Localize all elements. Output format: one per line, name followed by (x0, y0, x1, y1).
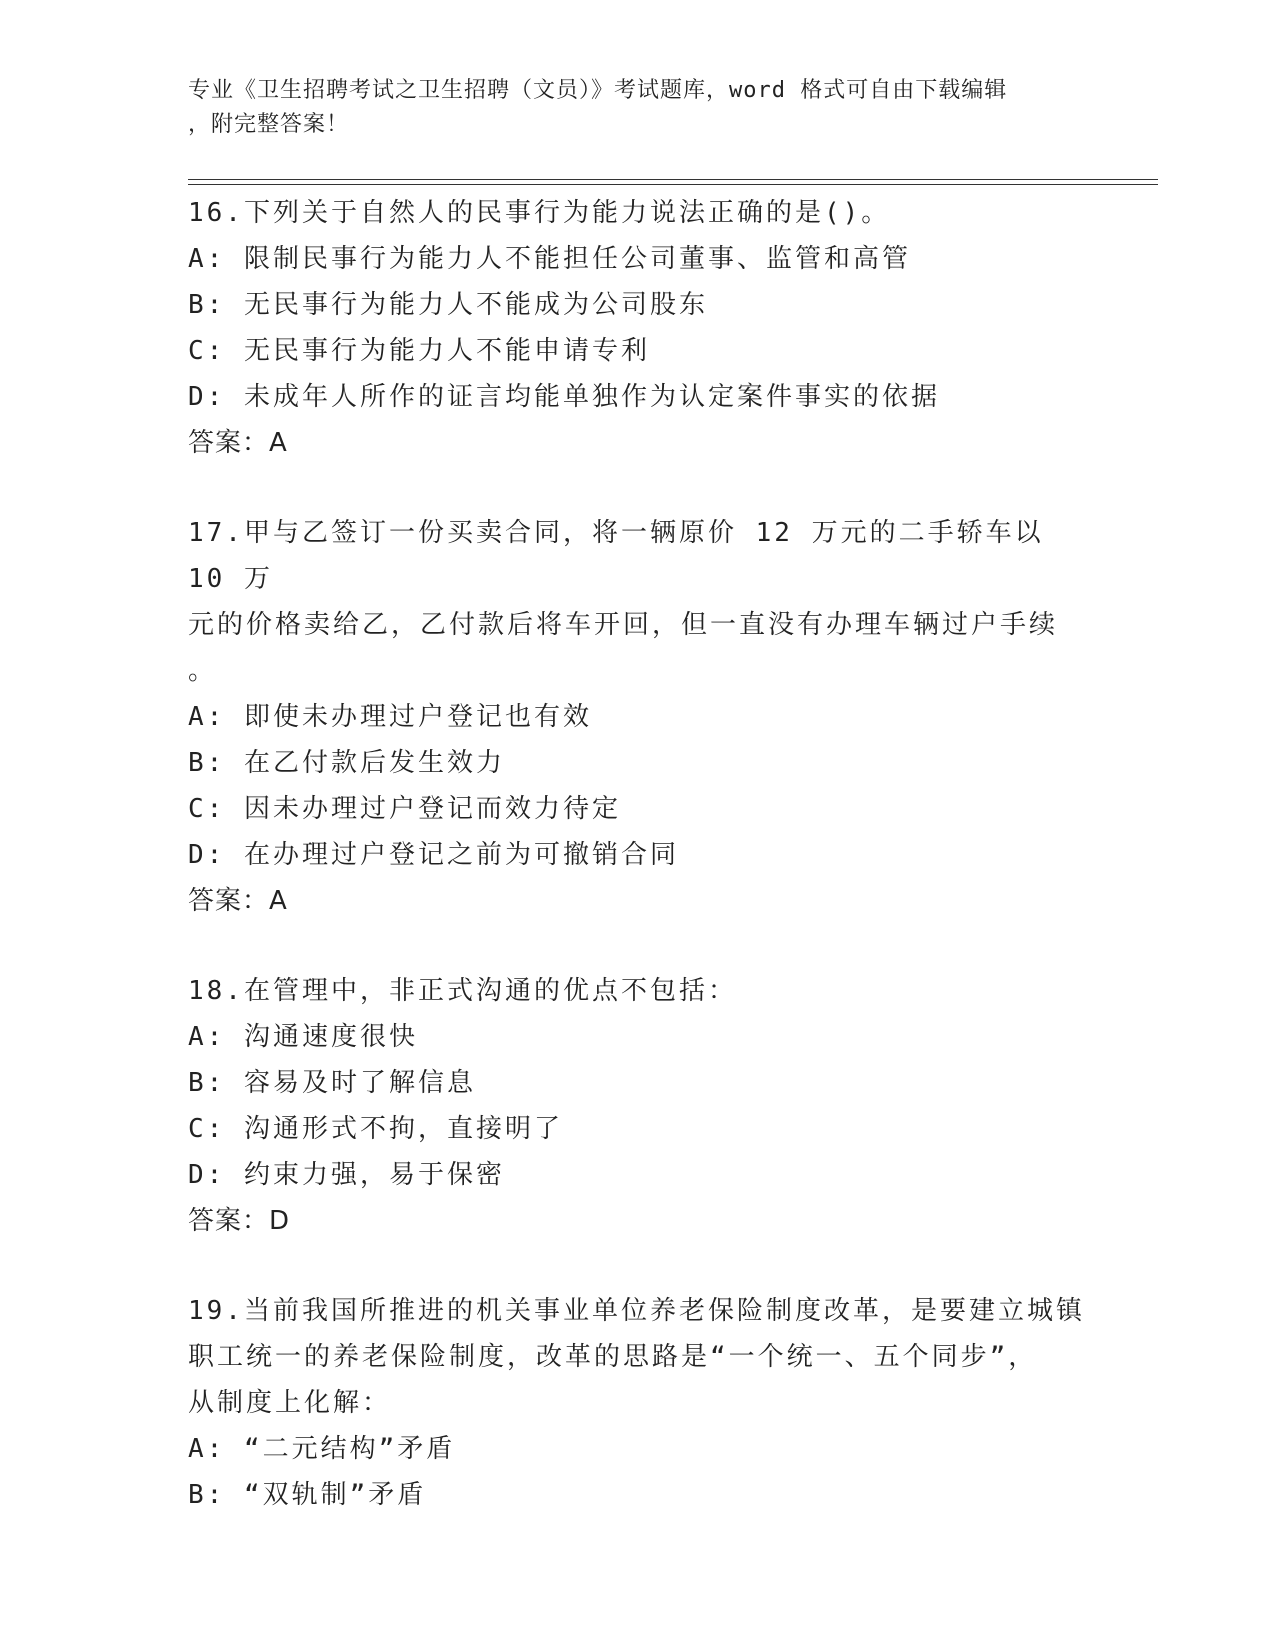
option-c: C: 沟通形式不拘，直接明了 (188, 1114, 563, 1144)
answer-line: 答案：A (188, 428, 288, 458)
question-stem: 16.下列关于自然人的民事行为能力说法正确的是()。 (188, 198, 891, 228)
question-16 (188, 190, 1088, 466)
question-stem: 19.当前我国所推进的机关事业单位养老保险制度改革，是要建立城镇 (188, 1296, 1085, 1326)
option-a: A: 沟通速度很快 (188, 1022, 418, 1052)
answer-line: 答案：A (188, 886, 288, 916)
option-c: C: 无民事行为能力人不能申请专利 (188, 336, 650, 366)
option-d: D: 未成年人所作的证言均能单独作为认定案件事实的依据 (188, 382, 940, 412)
option-a: A: “二元结构”矛盾 (188, 1434, 456, 1464)
option-b: B: 容易及时了解信息 (188, 1068, 476, 1098)
header-rule-top (188, 179, 1158, 180)
question-stem: 17.甲与乙签订一份买卖合同，将一辆原价 12 万元的二手轿车以 10 万 (188, 518, 1063, 594)
question-17 (188, 510, 1088, 924)
document-header (188, 74, 1088, 142)
option-a: A: 即使未办理过户登记也有效 (188, 702, 592, 732)
question-18 (188, 968, 1088, 1244)
question-19 (188, 1288, 1088, 1518)
answer-line: 答案：D (188, 1206, 291, 1236)
question-stem: 元的价格卖给乙，乙付款后将车开回，但一直没有办理车辆过户手续 (188, 610, 1059, 640)
option-d: D: 约束力强，易于保密 (188, 1160, 505, 1190)
option-d: D: 在办理过户登记之前为可撤销合同 (188, 840, 679, 870)
option-b: B: “双轨制”矛盾 (188, 1480, 427, 1510)
option-b: B: 在乙付款后发生效力 (188, 748, 505, 778)
question-list (188, 190, 1088, 1562)
option-c: C: 因未办理过户登记而效力待定 (188, 794, 621, 824)
question-stem: 职工统一的养老保险制度，改革的思路是“一个统一、五个同步”， (188, 1342, 1038, 1372)
header-line-1: 专业《卫生招聘考试之卫生招聘（文员）》考试题库，word 格式可自由下载编辑 (188, 78, 1008, 103)
option-a: A: 限制民事行为能力人不能担任公司董事、监管和高管 (188, 244, 911, 274)
question-stem: 从制度上化解： (188, 1388, 392, 1418)
question-stem: 。 (188, 656, 218, 686)
option-b: B: 无民事行为能力人不能成为公司股东 (188, 290, 708, 320)
header-line-2: ，附完整答案！ (188, 112, 350, 137)
question-stem: 18.在管理中，非正式沟通的优点不包括： (188, 976, 737, 1006)
header-rule-bottom (188, 184, 1158, 185)
